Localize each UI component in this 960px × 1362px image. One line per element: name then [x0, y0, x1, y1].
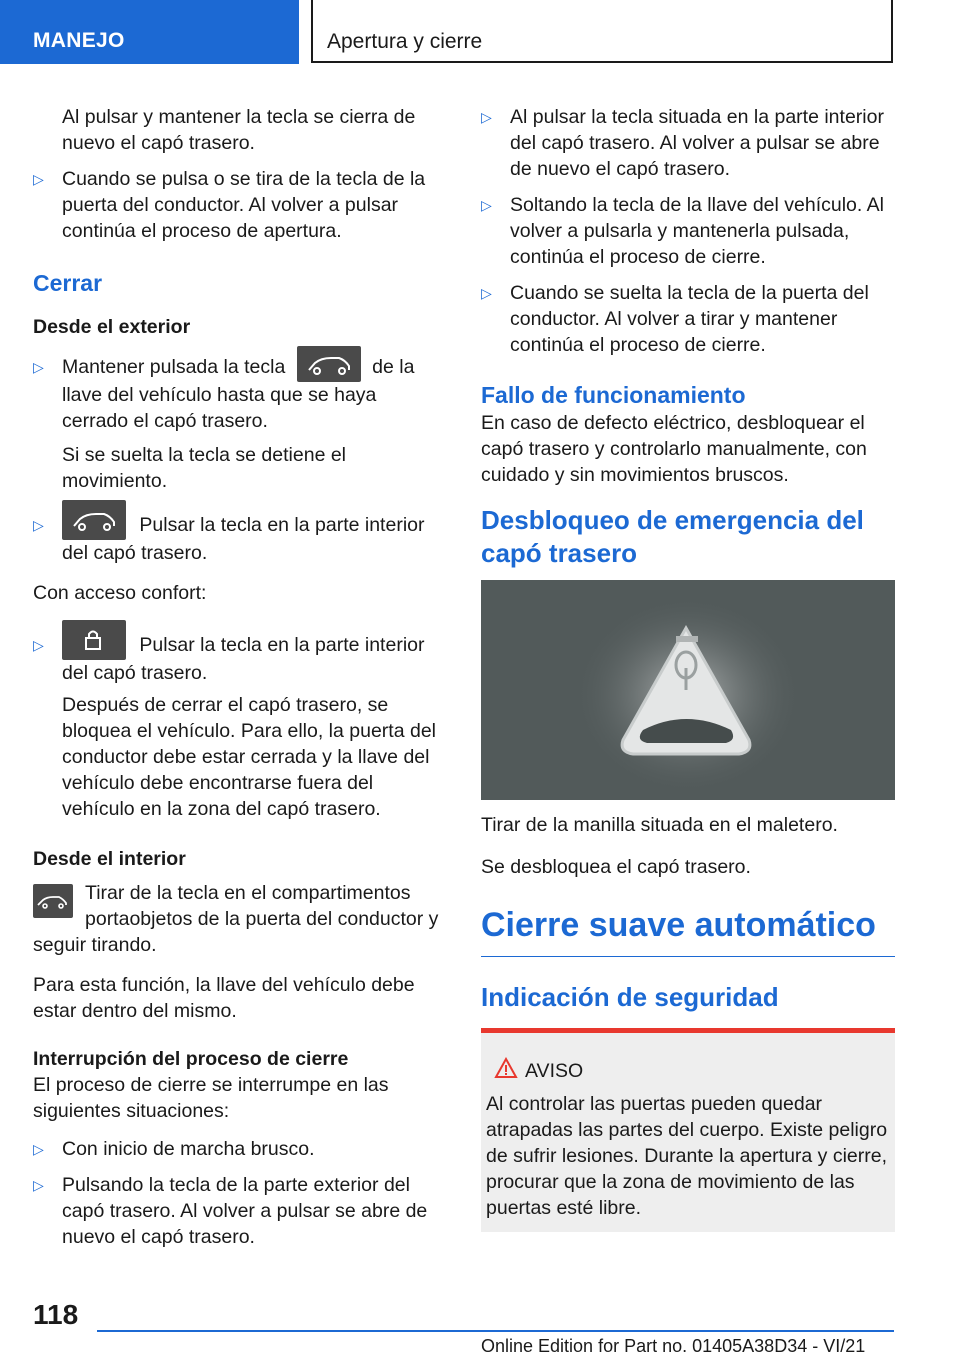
interior-tailgate-icon [33, 884, 73, 918]
warning-title: AVISO [525, 1060, 584, 1082]
bullet-door: ▷ Cuando se pulsa o se tira de la tecla de la puerta del conductor. Al volver a pulsar continúa el proceso de apertura. [33, 166, 447, 244]
lock-key-icon [62, 620, 126, 660]
function-note: Para esta función, la llave del vehículo debe estar dentro del mismo. [33, 974, 415, 1022]
comfort-access: Con acceso confort: [33, 582, 207, 604]
warning-text: Al controlar las puertas pueden quedar atrapadas las partes del cuerpo. Existe peligro de sufrir lesiones. Durante la apertura y cierre, procurar que la zona de movimiento de las puertas esté libre. [486, 1093, 888, 1219]
photo-caption-1: Tirar de la manilla situada en el maletero. [481, 814, 838, 836]
section-tab [0, 0, 299, 64]
interrupt-bullet-2: ▷ Pulsando la tecla de la parte exterior del capó trasero. Al volver a pulsar se abre de nuevo el capó trasero. [33, 1172, 447, 1250]
intro-text: Al pulsar y mantener la tecla se cierra de nuevo el capó trasero. [62, 106, 416, 154]
heading-fault: Fallo de funcionamiento [481, 382, 746, 408]
right-column-lower [481, 812, 895, 1013]
emergency-handle-photo [481, 580, 895, 800]
ext-bullet1-post: de la llave del vehículo hasta que se haya cerrado el capó trasero. [62, 356, 415, 432]
exterior-bullet-1 [33, 354, 447, 434]
interrupt-bullet-1: ▷ Con inicio de marcha brusco. [33, 1136, 447, 1162]
left-column [33, 104, 447, 1250]
warning-triangle-icon [494, 1057, 518, 1079]
comfort-bullet [33, 632, 447, 686]
right-bullet-2: ▷ Soltando la tecla de la llave del vehículo. Al volver a pulsarla y mantenerla pulsada, continúa el proceso de cierre. [481, 192, 895, 270]
ext-bullet2-text: Pulsar la tecla en la parte interior del capó trasero. [62, 514, 425, 564]
interrupt-text: El proceso de cierre se interrumpe en las siguientes situaciones: [33, 1074, 389, 1122]
subheading-exterior: Desde el exterior [33, 316, 191, 338]
heading-close: Cerrar [33, 270, 103, 296]
heading-safety: Indicación de seguridad [481, 982, 779, 1012]
comfort-note: Después de cerrar el capó trasero, se bloquea el vehículo. Para ello, la puerta del conductor debe estar cerrada y la llave del vehículo debe encontrarse fuera del vehículo en la zona del capó trasero. [62, 694, 437, 820]
heading-emergency: Desbloqueo de emergencia del capó trasero [481, 505, 864, 568]
footer-rule [97, 1330, 894, 1332]
right-bullet-3: ▷ Cuando se suelta la tecla de la puerta del conductor. Al volver a tirar y mantener continúa el proceso de cierre. [481, 280, 895, 358]
exterior-note: Si se suelta la tecla se detiene el movimiento. [62, 444, 347, 492]
right-column [481, 104, 895, 570]
heading-soft-close: Cierre suave automático [481, 904, 895, 957]
photo-caption-2: Se desbloquea el capó trasero. [481, 856, 751, 878]
page-number: 118 [33, 1299, 79, 1330]
footer-edition: Online Edition for Part no. 01405A38D34 - VI/21 [481, 1336, 866, 1356]
ext-bullet1-pre: Mantener pulsada la tecla [62, 356, 286, 379]
exterior-bullet-2 [33, 512, 447, 566]
section-title: MANEJO [33, 29, 125, 52]
car-tailgate-key-icon [62, 500, 126, 540]
subheading-interior: Desde el interior [33, 848, 186, 870]
chapter-title: Apertura y cierre [327, 30, 483, 53]
subheading-interrupt: Interrupción del proceso de cierre [33, 1048, 349, 1070]
comfort-bullet-text: Pulsar la tecla en la parte interior del capó trasero. [62, 634, 425, 684]
car-tailgate-key-icon [297, 346, 361, 382]
interior-block [33, 880, 447, 958]
chapter-tab [311, 0, 893, 63]
fault-text: En caso de defecto eléctrico, desbloquear el capó trasero y controlarlo manualmente, con cuidado y sin movimientos bruscos. [481, 412, 867, 486]
interior-text: Tirar de la tecla en el compartimentos portaobjetos de la puerta del conductor y seguir tirando. [33, 882, 439, 956]
warning-box [481, 1028, 895, 1232]
right-bullet-1: ▷ Al pulsar la tecla situada en la parte interior del capó trasero. Al volver a pulsar se abre de nuevo el capó trasero. [481, 104, 895, 182]
